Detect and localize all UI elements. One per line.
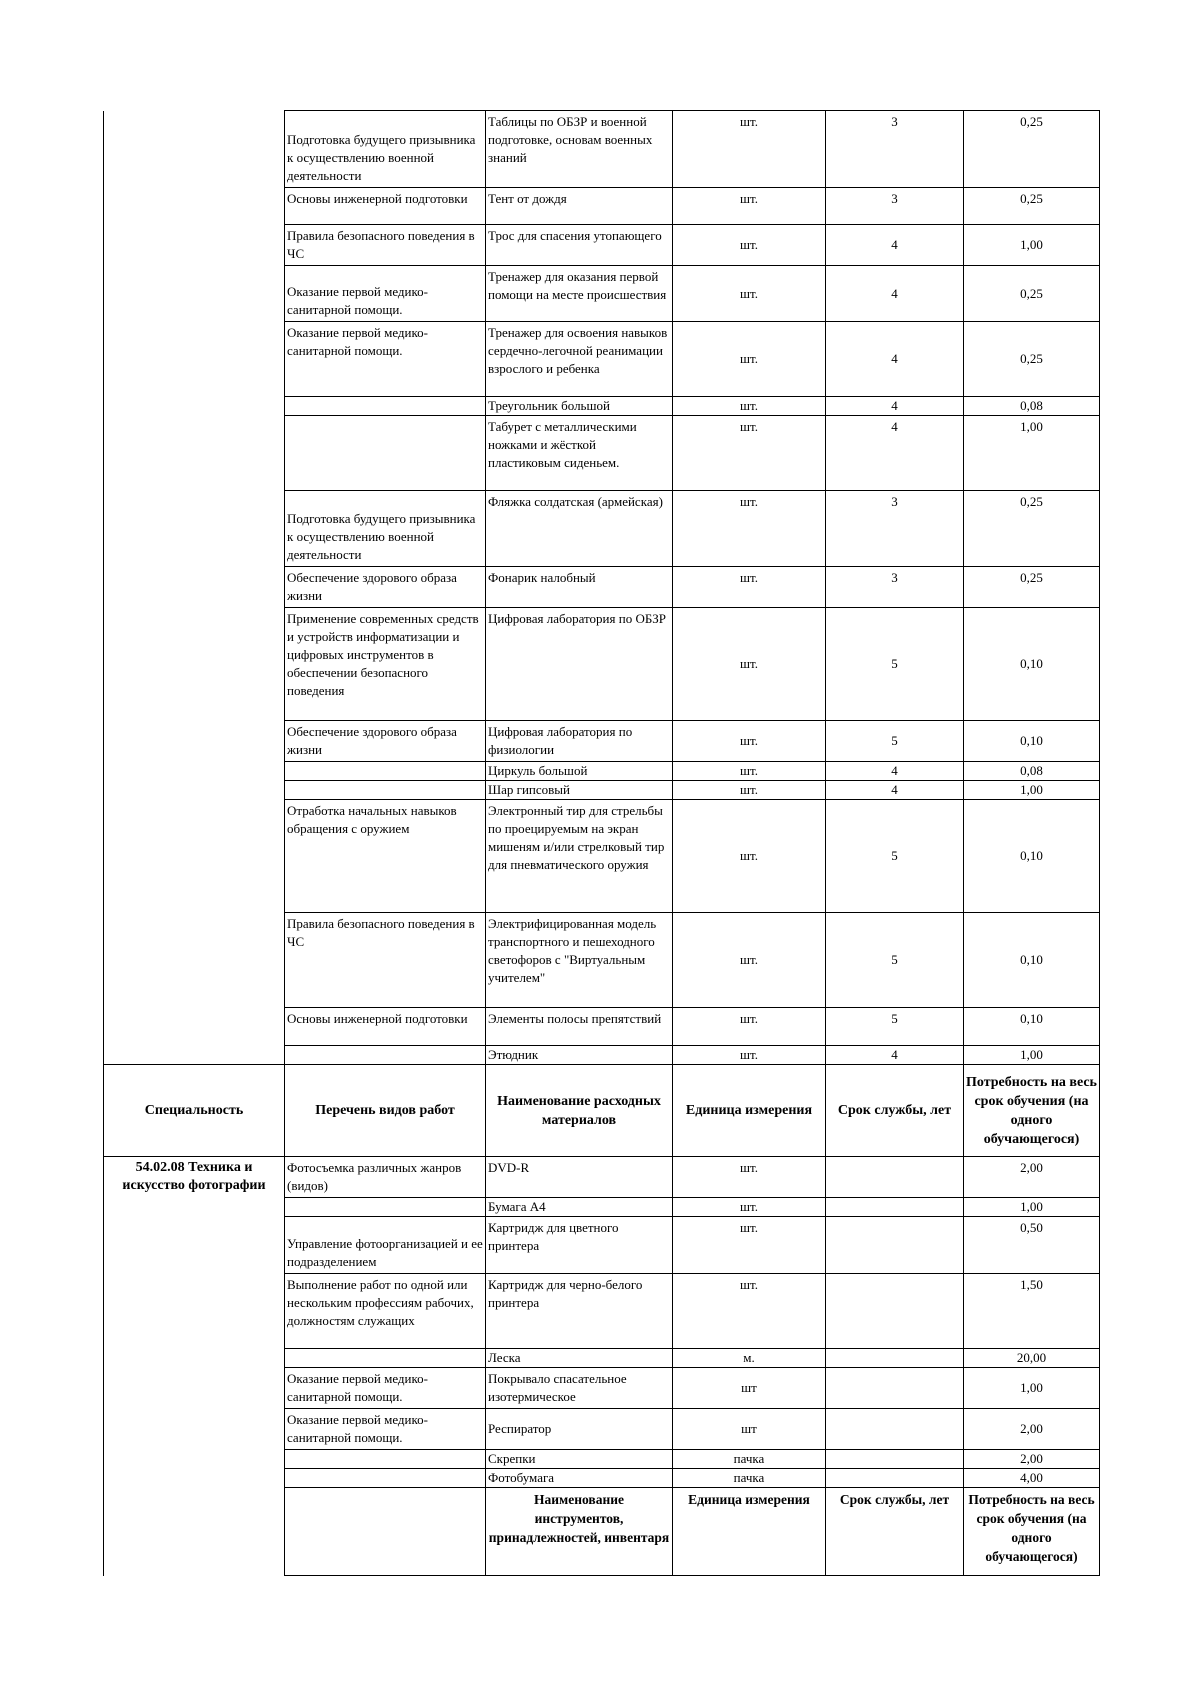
header-specialty: Специальность [104,1065,285,1157]
item-cell: Картридж для цветного принтера [486,1217,673,1274]
header-need: Потребность на весь срок обучения (на одного обучающегося) [964,1488,1100,1576]
table-row [104,266,1100,322]
header-materials: Наименование расходных материалов [486,1065,673,1157]
need-cell: 0,25 [964,266,1100,322]
work-cell: Выполнение работ по одной или нескольким профессиям рабочих, должностям служащих [285,1274,486,1349]
need-cell: 2,00 [964,1450,1100,1469]
work-cell: Обеспечение здорового образа жизни [285,567,486,608]
specialty-cell [104,491,285,567]
item-cell: DVD-R [486,1157,673,1198]
life-cell [826,1217,964,1274]
life-cell [826,1469,964,1488]
item-cell: Картридж для черно-белого принтера [486,1274,673,1349]
unit-cell: шт. [673,1217,826,1274]
work-cell [285,1046,486,1065]
life-cell: 4 [826,416,964,491]
life-cell: 5 [826,1008,964,1046]
need-cell: 2,00 [964,1409,1100,1450]
header-life: Срок службы, лет [826,1488,964,1576]
table-row [104,188,1100,225]
specialty-cell [104,781,285,800]
table-row [104,1046,1100,1065]
item-cell: Треугольник большой [486,397,673,416]
item-cell: Электронный тир для стрельбы по проецируемым на экран мишеням и/или стрелковый тир для пневматического оружия [486,800,673,913]
life-cell: 5 [826,608,964,721]
work-cell [285,762,486,781]
unit-cell: шт. [673,781,826,800]
table-row [104,800,1100,913]
specialty-cell [104,913,285,1008]
life-cell: 4 [826,1046,964,1065]
unit-cell: шт. [673,416,826,491]
life-cell: 4 [826,266,964,322]
table-row [104,567,1100,608]
specialty-cell [104,1008,285,1046]
table-row [104,491,1100,567]
item-cell: Элементы полосы препятствий [486,1008,673,1046]
unit-cell: шт [673,1368,826,1409]
life-cell [826,1409,964,1450]
need-cell: 0,50 [964,1217,1100,1274]
need-cell: 1,00 [964,416,1100,491]
life-cell [826,1368,964,1409]
unit-cell: шт. [673,567,826,608]
materials-table [103,110,1100,1576]
item-cell: Циркуль большой [486,762,673,781]
work-cell: Подготовка будущего призывника к осуществлению военной деятельности [285,491,486,567]
item-cell: Цифровая лаборатория по физиологии [486,721,673,762]
need-cell: 0,08 [964,762,1100,781]
table-row [104,1157,1100,1198]
specialty-cell [104,1046,285,1065]
table-row [104,225,1100,266]
life-cell: 4 [826,781,964,800]
table-row [104,111,1100,188]
unit-cell: шт. [673,491,826,567]
work-cell: Оказание первой медико-санитарной помощи. [285,322,486,397]
specialty-cell [104,800,285,913]
life-cell: 4 [826,397,964,416]
unit-cell: шт. [673,762,826,781]
work-cell [285,1469,486,1488]
need-cell: 2,00 [964,1157,1100,1198]
work-cell [285,1198,486,1217]
header-works: Перечень видов работ [285,1065,486,1157]
unit-cell: шт. [673,1157,826,1198]
need-cell: 1,00 [964,781,1100,800]
need-cell: 0,10 [964,608,1100,721]
header-life: Срок службы, лет [826,1065,964,1157]
need-cell: 20,00 [964,1349,1100,1368]
unit-cell: пачка [673,1469,826,1488]
life-cell: 4 [826,225,964,266]
work-cell: Правила безопасного поведения в ЧС [285,225,486,266]
unit-cell: шт. [673,225,826,266]
work-cell: Фотосъемка различных жанров (видов) [285,1157,486,1198]
need-cell: 4,00 [964,1469,1100,1488]
item-cell: Фотобумага [486,1469,673,1488]
work-cell [285,1450,486,1469]
work-cell: Основы инженерной подготовки [285,1008,486,1046]
life-cell: 5 [826,913,964,1008]
need-cell: 1,00 [964,1046,1100,1065]
item-cell: Скрепки [486,1450,673,1469]
unit-cell: м. [673,1349,826,1368]
header-unit: Единица измерения [673,1065,826,1157]
unit-cell: шт. [673,800,826,913]
item-cell: Бумага А4 [486,1198,673,1217]
need-cell: 1,00 [964,1368,1100,1409]
unit-cell: шт. [673,1008,826,1046]
life-cell: 4 [826,762,964,781]
table-row [104,397,1100,416]
item-cell: Тент от дождя [486,188,673,225]
specialty-cell [104,721,285,762]
need-cell: 0,10 [964,800,1100,913]
need-cell: 1,00 [964,1198,1100,1217]
specialty-cell [104,266,285,322]
unit-cell: шт [673,1409,826,1450]
item-cell: Этюдник [486,1046,673,1065]
specialty-cell: 54.02.08 Техника и искусство фотографии [104,1157,285,1576]
need-cell: 0,08 [964,397,1100,416]
need-cell: 0,25 [964,111,1100,188]
item-cell: Табурет с металлическими ножками и жёсткой пластиковым сиденьем. [486,416,673,491]
life-cell: 5 [826,800,964,913]
table-row [104,416,1100,491]
table-row [104,781,1100,800]
work-cell: Оказание первой медико-санитарной помощи. [285,1368,486,1409]
work-cell: Применение современных средств и устройств информатизации и цифровых инструментов в обеспечении безопасного поведения [285,608,486,721]
header-need: Потребность на весь срок обучения (на одного обучающегося) [964,1065,1100,1157]
item-cell: Электрифицированная модель транспортного и пешеходного светофоров с "Виртуальным учителем" [486,913,673,1008]
unit-cell: шт. [673,608,826,721]
specialty-cell [104,111,285,188]
item-cell: Леска [486,1349,673,1368]
need-cell: 0,25 [964,491,1100,567]
work-cell: Оказание первой медико-санитарной помощи. [285,266,486,322]
work-cell [285,781,486,800]
unit-cell: шт. [673,322,826,397]
item-cell: Фляжка солдатская (армейская) [486,491,673,567]
life-cell: 3 [826,111,964,188]
need-cell: 1,00 [964,225,1100,266]
unit-cell: пачка [673,1450,826,1469]
life-cell: 5 [826,721,964,762]
life-cell [826,1274,964,1349]
header-works-blank [285,1488,486,1576]
table-row [104,762,1100,781]
work-cell: Управление фотоорганизацией и ее подразделением [285,1217,486,1274]
table-row [104,322,1100,397]
unit-cell: шт. [673,1198,826,1217]
unit-cell: шт. [673,397,826,416]
need-cell: 0,10 [964,1008,1100,1046]
item-cell: Фонарик налобный [486,567,673,608]
need-cell: 0,10 [964,913,1100,1008]
life-cell [826,1349,964,1368]
life-cell: 3 [826,188,964,225]
life-cell: 4 [826,322,964,397]
header-unit: Единица измерения [673,1488,826,1576]
specialty-cell [104,762,285,781]
need-cell: 0,25 [964,322,1100,397]
table-row [104,913,1100,1008]
specialty-cell [104,188,285,225]
item-cell: Покрывало спасательное изотермическое [486,1368,673,1409]
table-header-row [104,1065,1100,1157]
need-cell: 0,25 [964,567,1100,608]
life-cell [826,1450,964,1469]
work-cell [285,416,486,491]
unit-cell: шт. [673,913,826,1008]
item-cell: Трос для спасения утопающего [486,225,673,266]
unit-cell: шт. [673,1046,826,1065]
item-cell: Тренажер для освоения навыков сердечно-легочной реанимации взрослого и ребенка [486,322,673,397]
unit-cell: шт. [673,266,826,322]
item-cell: Тренажер для оказания первой помощи на месте происшествия [486,266,673,322]
specialty-cell [104,608,285,721]
table-row [104,1008,1100,1046]
specialty-cell [104,416,285,491]
work-cell: Оказание первой медико-санитарной помощи. [285,1409,486,1450]
need-cell: 0,25 [964,188,1100,225]
work-cell: Основы инженерной подготовки [285,188,486,225]
specialty-cell [104,322,285,397]
unit-cell: шт. [673,111,826,188]
specialty-cell [104,225,285,266]
need-cell: 0,10 [964,721,1100,762]
specialty-cell [104,397,285,416]
work-cell: Правила безопасного поведения в ЧС [285,913,486,1008]
work-cell [285,1349,486,1368]
header-tools: Наименование инструментов, принадлежностей, инвентаря [486,1488,673,1576]
life-cell: 3 [826,491,964,567]
requirements-table-sheet [103,110,1100,1576]
life-cell: 3 [826,567,964,608]
unit-cell: шт. [673,188,826,225]
work-cell [285,397,486,416]
item-cell: Респиратор [486,1409,673,1450]
need-cell: 1,50 [964,1274,1100,1349]
unit-cell: шт. [673,721,826,762]
item-cell: Таблицы по ОБЗР и военной подготовке, основам военных знаний [486,111,673,188]
specialty-cell [104,567,285,608]
item-cell: Цифровая лаборатория по ОБЗР [486,608,673,721]
life-cell [826,1198,964,1217]
work-cell: Обеспечение здорового образа жизни [285,721,486,762]
life-cell [826,1157,964,1198]
work-cell: Подготовка будущего призывника к осуществлению военной деятельности [285,111,486,188]
table-row [104,608,1100,721]
item-cell: Шар гипсовый [486,781,673,800]
unit-cell: шт. [673,1274,826,1349]
table-row [104,721,1100,762]
work-cell: Отработка начальных навыков обращения с оружием [285,800,486,913]
